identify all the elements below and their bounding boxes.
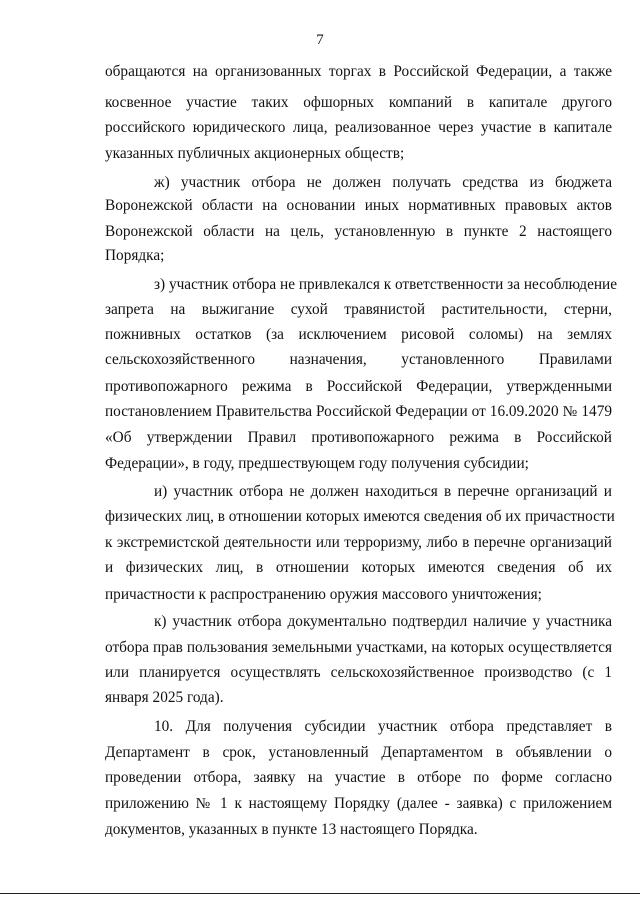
text-line: Порядка;: [105, 247, 165, 264]
text-line: приложению № 1 к настоящему Порядку (далее - заявка) с приложением: [105, 795, 612, 812]
text-line: и физических лиц, в отношении которых имеются сведения об их: [105, 559, 612, 576]
text-line: января 2025 года).: [105, 689, 224, 706]
page-bottom-rule: [0, 893, 640, 894]
text-line: 10. Для получения субсидии участник отбора представляет в: [154, 718, 612, 735]
text-line: Воронежской области на цель, установленную в пункте 2 настоящего: [105, 223, 612, 240]
text-line: запрета на выжигание сухой травянистой растительности, стерни,: [105, 301, 612, 318]
text-line: пожнивных остатков (за исключением рисовой соломы) на землях: [105, 326, 612, 343]
text-line: косвенное участие таких офшорных компаний в капитале другого: [105, 94, 612, 111]
text-line: и) участник отбора не должен находиться в перечне организаций и: [154, 483, 612, 500]
text-line: отбора прав пользования земельными участками, на которых осуществляется: [105, 639, 612, 656]
text-line: ж) участник отбора не должен получать средства из бюджета: [154, 174, 612, 191]
text-line: «Об утверждении Правил противопожарного режима в Российской: [105, 429, 612, 446]
text-line: сельскохозяйственного назначения, установленного Правилами: [105, 351, 612, 368]
text-line: документов, указанных в пункте 13 настоящего Порядка.: [105, 821, 478, 838]
text-line: к) участник отбора документально подтвердил наличие у участника: [154, 613, 612, 630]
text-line: российского юридического лица, реализованное через участие в капитале: [105, 119, 612, 136]
text-line: постановлением Правительства Российской Федерации от 16.09.2020 № 1479: [105, 403, 612, 420]
text-line: Воронежской области на основании иных нормативных правовых актов: [105, 197, 612, 214]
text-line: физических лиц, в отношении которых имеются сведения об их причастности: [105, 508, 615, 525]
text-line: обращаются на организованных торгах в Российской Федерации, а также: [105, 63, 612, 80]
text-line: Департамент в срок, установленный Департаментом в объявлении о: [105, 744, 612, 761]
page-number: 7: [316, 32, 324, 48]
text-line: причастности к распространению оружия массового уничтожения;: [105, 586, 542, 603]
text-line: или планируется осуществлять сельскохозяйственное производство (с 1: [105, 664, 612, 681]
text-line: з) участник отбора не привлекался к ответственности за несоблюдение: [154, 276, 618, 293]
text-line: противопожарного режима в Российской Федерации, утвержденными: [105, 378, 612, 395]
text-line: указанных публичных акционерных обществ;: [105, 145, 405, 162]
text-line: проведении отбора, заявку на участие в отборе по форме согласно: [105, 769, 612, 786]
text-line: к экстремистской деятельности или терроризму, либо в перечне организаций: [105, 534, 612, 551]
text-line: Федерации», в году, предшествующем году получения субсидии;: [105, 455, 529, 472]
